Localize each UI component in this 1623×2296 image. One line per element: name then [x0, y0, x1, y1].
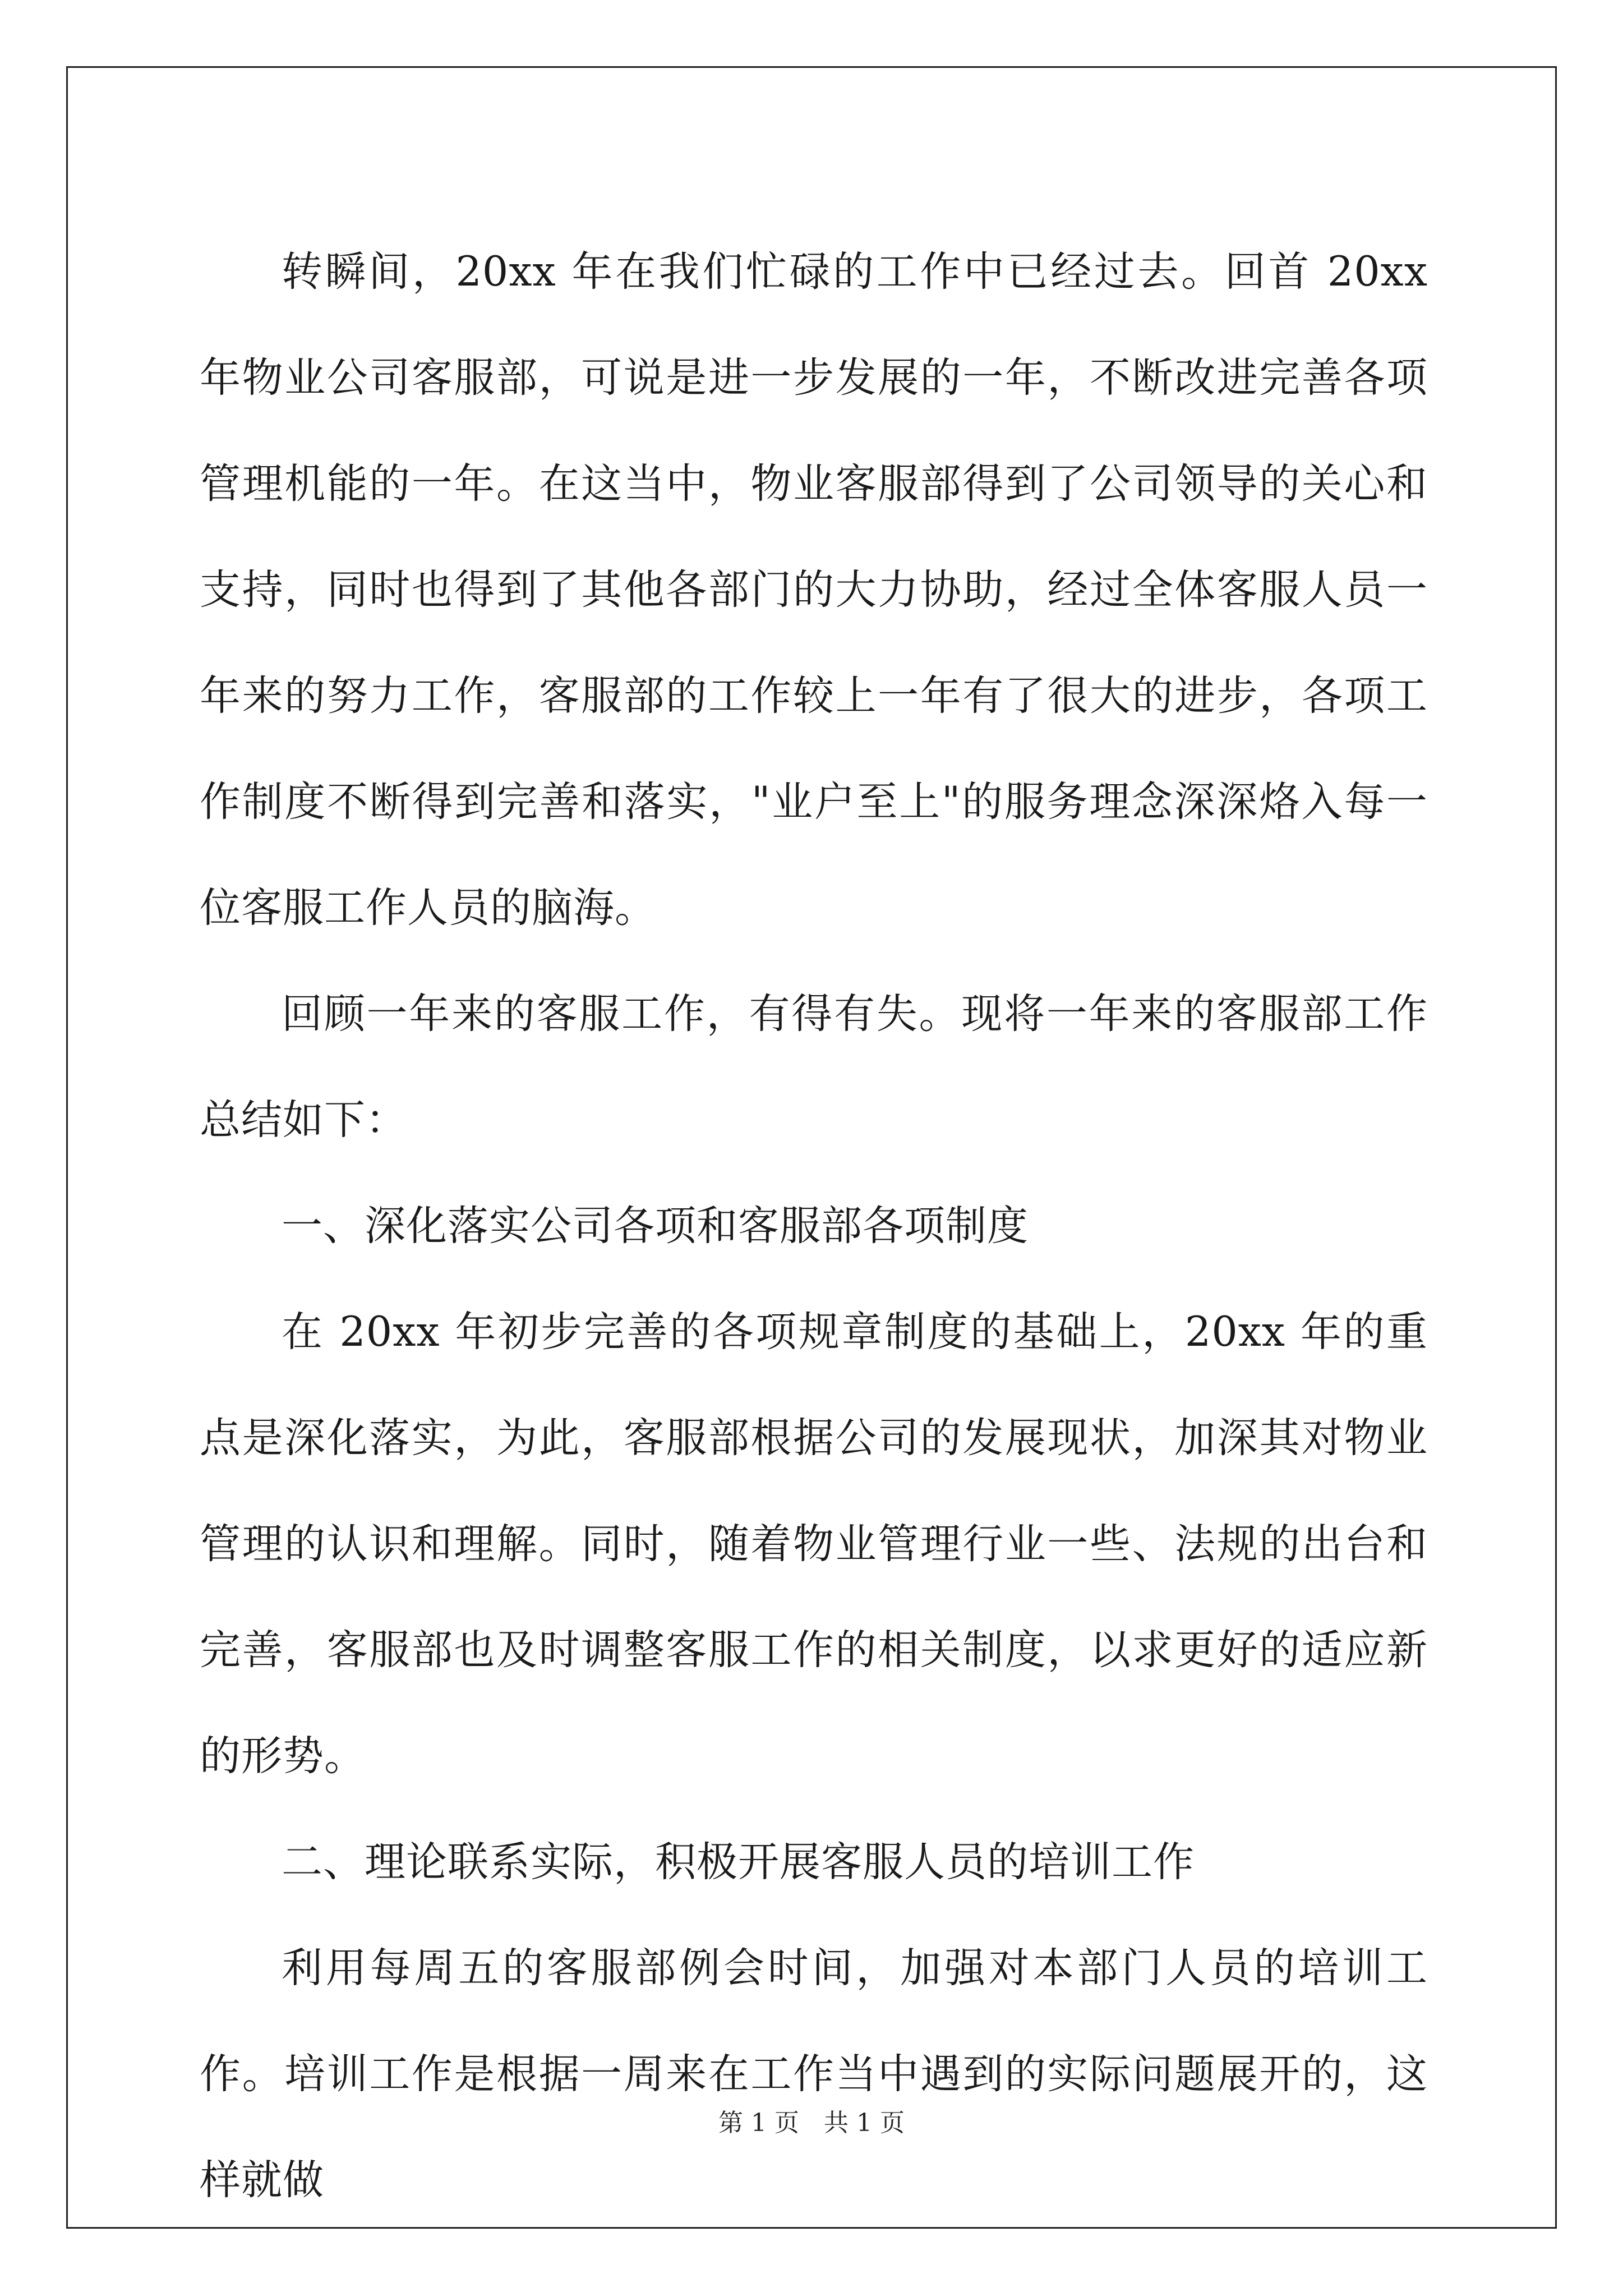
section-heading-2: 二、理论联系实际，积极开展客服人员的培训工作 [282, 1838, 1195, 1886]
section-heading-1: 一、深化落实公司各项和客服部各项制度 [282, 1202, 1029, 1250]
document-body [200, 219, 1428, 2233]
paragraph-intro: 转瞬间，20xx 年在我们忙碌的工作中已经过去。回首 20xx 年物业公司客服部，可说是进一步发展的一年，不断改进完善各项管理机能的一年。在这当中，物业客服部得到了公司领导的关心和支持，同时也得到了其他各部门的大力协助，经过全体客服人员一年来的努力工作，客服部的工作较上一年有了很大的进步，各项工作制度不断得到完善和落实，"业户至上"的服务理念深深烙入每一位客服工作人员的脑海。 [200, 248, 1428, 932]
paragraph-section-1: 在 20xx 年初步完善的各项规章制度的基础上，20xx 年的重点是深化落实，为此，客服部根据公司的发展现状，加深其对物业管理的认识和理解。同时，随着物业管理行业一些、法规的出台和完善，客服部也及时调整客服工作的相关制度，以求更好的适应新的形势。 [200, 1308, 1428, 1780]
page-footer: 第 1 页 共 1 页 [718, 2109, 905, 2137]
paragraph-summary-lead: 回顾一年来的客服工作，有得有失。现将一年来的客服部工作总结如下： [200, 990, 1428, 1144]
paragraph-section-2: 利用每周五的客服部例会时间，加强对本部门人员的培训工作。培训工作是根据一周来在工作当中遇到的实际问题展开的，这样就做 [200, 1944, 1428, 2204]
